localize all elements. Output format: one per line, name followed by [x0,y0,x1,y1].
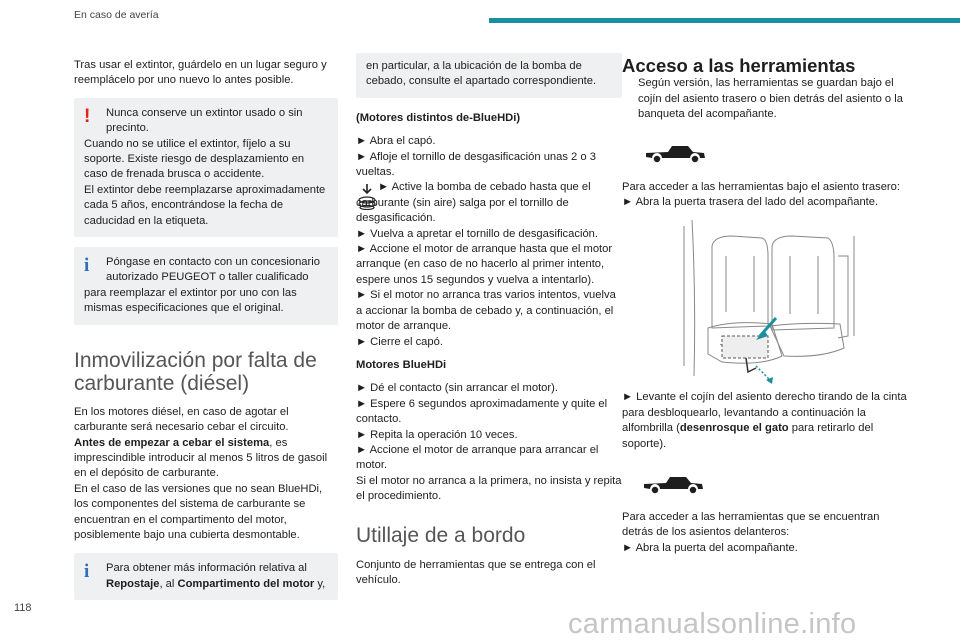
step: ► Accione el motor de arranque para arrancar el motor. [356,443,599,472]
step: ► Abra la puerta trasera del lado del acompañante. [622,196,879,209]
warning-text: Nunca conserve un extintor usado o sin precinto. [106,106,303,135]
subheading: Motores BlueHDi [356,358,447,371]
steps-list [356,381,622,504]
pickup-truck-icon [642,472,706,498]
page-number: 118 [14,602,32,614]
steps-list [356,134,622,180]
paragraph-group [622,510,912,556]
paragraph: Según versión, las herramientas se guardan bajo el cojín del asiento trasero o bien detrás del asiento o la banqueta del acompañante. [638,77,903,121]
warning-text: Cuando no se utilice el extintor, fíjelo a su soporte. Existe riesgo de desplazamiento en caso de frenada brusca o accidente. [84,137,305,181]
column-left [74,58,338,600]
paragraph: Para acceder a las herramientas bajo el asiento trasero: [622,180,900,193]
paragraph: En el caso de las versiones que no sean BlueHDi, los componentes del sistema de carburante se encuentran en el compartimento del motor, posiblemente bajo una cubierta desmontable. [74,482,323,541]
paragraph [74,436,338,482]
watermark: carmanualsonline.info [568,608,857,640]
info-box-continued [356,53,622,98]
step: ► Cierre el capó. [356,335,443,348]
step: ► Accione el motor de arranque hasta que el motor arranque (en caso de no hacerlo al primer intento, espere unos 15 segundos y vuelva a intentarlo). [356,243,613,286]
paragraph-text: , es imprescindible introducir al menos 5 litros de gasoil en el depósito de carburante. [74,436,328,480]
paragraph: Conjunto de herramientas que se entrega con el vehículo. [356,558,596,586]
step: ► Active la bomba de cebado hasta que el carburante (sin aire) salga por el tornillo de desgasificación. [356,181,591,225]
info-text: Para obtener más información relativa al Repostaje, al Compartimento del motor y, [106,562,326,590]
section-heading: Acceso a las herramientas [622,55,856,76]
paragraph: Tras usar el extintor, guárdelo en un lugar seguro y reemplácelo por uno nuevo lo antes posible. [74,59,327,87]
step: ► Espere 6 segundos aproximadamente y quite el contacto. [356,397,608,426]
section-heading: Utillaje de a bordo [356,523,526,547]
info-icon: i [84,561,90,583]
column-right [622,55,912,556]
info-box [74,247,338,325]
rear-seat-illustration [672,216,862,386]
paragraph: En los motores diésel, en caso de agotar el carburante será necesario cebar el circuito. [74,405,289,434]
info-icon: i [84,255,90,277]
column-middle [356,53,622,588]
steps-list [356,227,622,350]
bold-text: desenrosque el gato [679,422,789,435]
pickup-truck-icon [644,141,708,167]
info-box [74,553,338,600]
info-text: en particular, a la ubicación de la bomba de cebado, consulte el apartado correspondiente. [366,60,597,88]
paragraph-group [622,180,912,211]
link-text-repostaje: Repostaje [106,577,160,590]
step: ► Afloje el tornillo de desgasificación unas 2 o 3 vueltas. [356,150,596,179]
paragraph: Para acceder a las herramientas que se encuentran detrás de los asientos delanteros: [622,511,880,539]
warning-text: El extintor debe reemplazarse aproximadamente cada 5 años, encontrándose la fecha de caducidad en la etiqueta. [84,183,326,227]
step: ► Vuelva a apretar el tornillo de desgasificación. [356,227,599,240]
section-heading: Inmovilización por falta de carburante (diésel) [74,348,317,395]
step: Si el motor no arranca a la primera, no insista y repita el procedimiento. [356,474,622,503]
priming-pump-icon [356,182,378,210]
step: ► Levante el cojín del asiento derecho tirando de la cinta para desbloquearlo, levantando a continuación la alfombrilla (desenrosque el gato para retirarlo del soporte). [622,391,907,450]
step: ► Abra el capó. [356,135,436,148]
step: ► Si el motor no arranca tras varios intentos, vuelva a accionar la bomba de cebado y, a continuación, el motor de arranque. [356,289,616,333]
link-text-compartimento: Compartimento del motor [177,577,315,590]
step: ► Repita la operación 10 veces. [356,428,518,441]
info-text: para reemplazar el extintor por uno con las mismas especificaciones que el original. [84,286,297,315]
bold-text: Antes de empezar a cebar el sistema [74,436,270,449]
header-accent-bar [489,18,960,23]
info-text: Póngase en contacto con un concesionario autorizado PEUGEOT o taller cualificado [106,256,320,284]
step: ► Dé el contacto (sin arrancar el motor). [356,382,558,395]
warning-box [74,98,338,237]
warning-exclamation-icon: ! [84,105,91,127]
pump-step [356,180,622,226]
step: ► Abra la puerta del acompañante. [622,541,798,554]
subheading: (Motores distintos de-BlueHDi) [356,111,521,124]
running-header: En caso de avería [74,9,159,21]
